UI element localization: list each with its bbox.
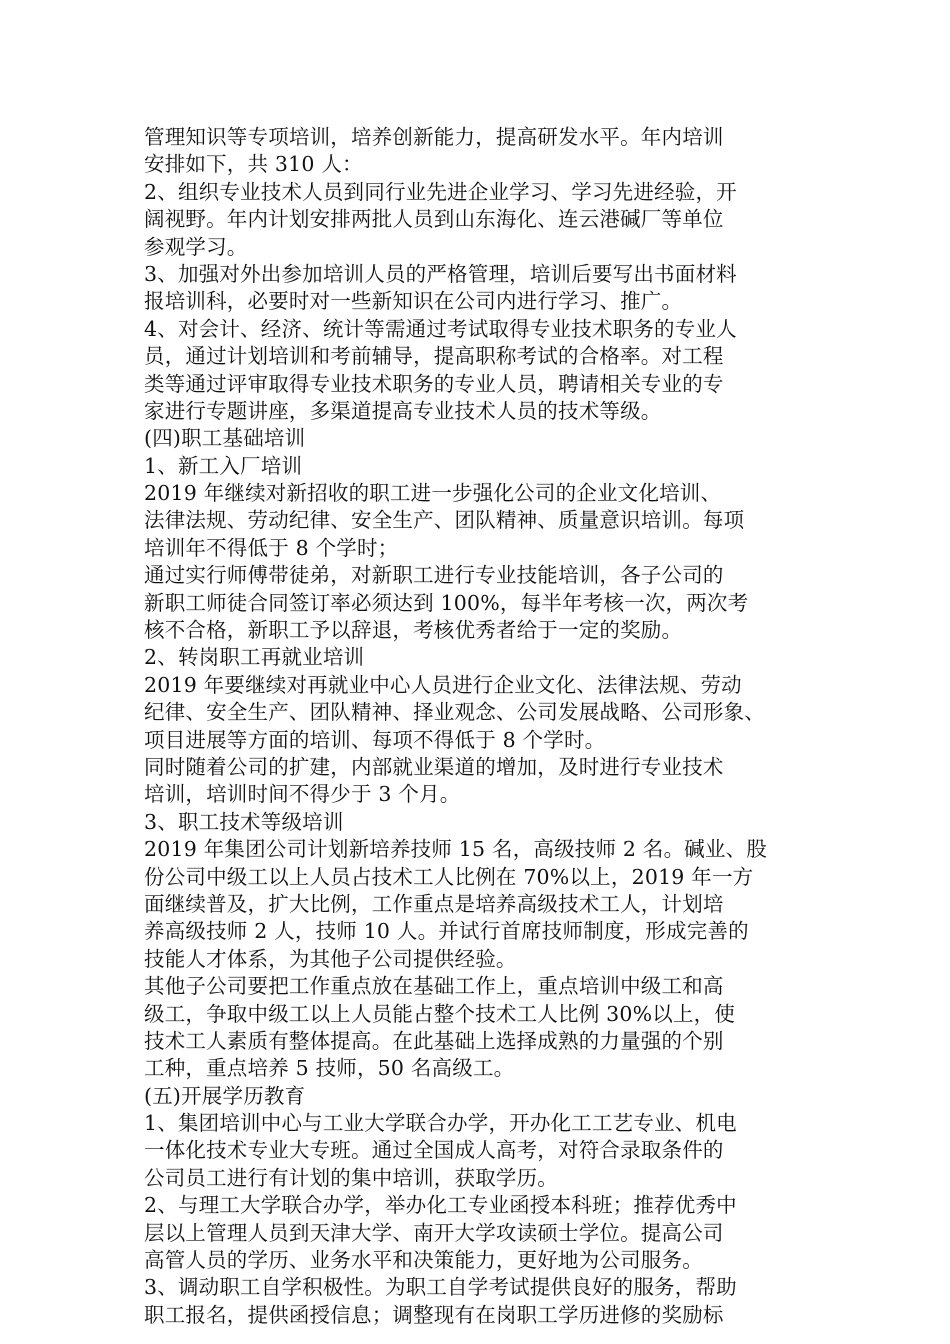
section-heading: (四)职工基础培训 [144, 426, 306, 451]
text-line: 员，通过计划培训和考前辅导，提高职称考试的合格率。对工程 [144, 344, 724, 369]
text-line: 培训，培训时间不得少于 3 个月。 [144, 782, 461, 807]
text-line: 2019 年集团公司计划新培养技师 15 名，高级技师 2 名。碱业、股 [144, 837, 768, 862]
text-line: 其他子公司要把工作重点放在基础工作上，重点培训中级工和高 [144, 974, 724, 999]
text-line: 1、集团培训中心与工业大学联合办学，开办化工工艺专业、机电 [144, 1111, 737, 1136]
text-line: 培训年不得低于 8 个学时； [144, 535, 399, 560]
text-line: 面继续普及，扩大比例，工作重点是培养高级技术工人，计划培 [144, 891, 724, 916]
text-line: 核不合格，新职工予以辞退，考核优秀者给于一定的奖励。 [144, 618, 683, 643]
text-line: 2019 年继续对新招收的职工进一步强化公司的企业文化培训、 [144, 481, 722, 506]
text-line: 项目进展等方面的培训、每项不得低于 8 个学时。 [144, 727, 606, 752]
subsection-heading: 1、新工入厂培训 [144, 453, 303, 478]
text-line: 2、与理工大学联合办学，举办化工专业函授本科班；推荐优秀中 [144, 1193, 737, 1218]
text-line: 管理知识等专项培训，培养创新能力，提高研发水平。年内培训 [144, 125, 724, 149]
text-line: 家进行专题讲座，多渠道提高专业技术人员的技术等级。 [144, 398, 662, 423]
text-line: 养高级技师 2 人，技师 10 人。并试行首席技师制度，形成完善的 [144, 919, 749, 944]
text-line: 阔视野。年内计划安排两批人员到山东海化、连云港碱厂等单位 [144, 207, 724, 232]
text-line: 份公司中级工以上人员占技术工人比例在 70%以上，2019 年一方 [144, 864, 754, 889]
text-line: 2019 年要继续对再就业中心人员进行企业文化、法律法规、劳动 [144, 672, 742, 697]
text-line: 3、加强对外出参加培训人员的严格管理，培训后要写出书面材料 [144, 261, 737, 286]
subsection-heading: 3、职工技术等级培训 [144, 809, 344, 834]
document-body [144, 124, 808, 1329]
text-line: 新职工师徒合同签订率必须达到 100%，每半年考核一次，两次考 [144, 590, 749, 615]
text-line: 纪律、安全生产、团队精神、择业观念、公司发展战略、公司形象、 [144, 700, 765, 725]
text-line: 报培训科，必要时对一些新知识在公司内进行学习、推广。 [144, 289, 683, 314]
text-line: 同时随着公司的扩建，内部就业渠道的增加，及时进行专业技术 [144, 754, 724, 779]
text-line: 类等通过评审取得专业技术职务的专业人员，聘请相关专业的专 [144, 371, 724, 396]
text-line: 技能人才体系，为其他子公司提供经验。 [144, 946, 517, 971]
text-line: 级工，争取中级工以上人员能占整个技术工人比例 30%以上，使 [144, 1001, 736, 1026]
text-line: 2、组织专业技术人员到同行业先进企业学习、学习先进经验，开 [144, 179, 737, 204]
text-line: 层以上管理人员到天津大学、南开大学攻读硕士学位。提高公司 [144, 1220, 724, 1245]
text-line: 安排如下，共 310 人： [144, 152, 363, 177]
subsection-heading: 2、转岗职工再就业培训 [144, 645, 365, 670]
text-line: 通过实行师傅带徒弟，对新职工进行专业技能培训，各子公司的 [144, 563, 724, 588]
text-line: 公司员工进行有计划的集中培训，获取学历。 [144, 1165, 558, 1190]
text-line: 3、调动职工自学积极性。为职工自学考试提供良好的服务，帮助 [144, 1275, 737, 1300]
text-line: 技术工人素质有整体提高。在此基础上选择成熟的力量强的个别 [144, 1028, 724, 1053]
text-line: 工种，重点培养 5 技师，50 名高级工。 [144, 1056, 515, 1081]
text-line: 参观学习。 [144, 234, 248, 259]
text-line: 高管人员的学历、业务水平和决策能力，更好地为公司服务。 [144, 1248, 703, 1273]
text-line: 法律法规、劳动纪律、安全生产、团队精神、质量意识培训。每项 [144, 508, 745, 533]
text-line: 4、对会计、经济、统计等需通过考试取得专业技术职务的专业人 [144, 316, 737, 341]
text-line: 一体化技术专业大专班。通过全国成人高考，对符合录取条件的 [144, 1138, 724, 1163]
text-line: 职工报名，提供函授信息；调整现有在岗职工学历进修的奖励标 [144, 1302, 724, 1327]
section-heading: (五)开展学历教育 [144, 1083, 306, 1108]
